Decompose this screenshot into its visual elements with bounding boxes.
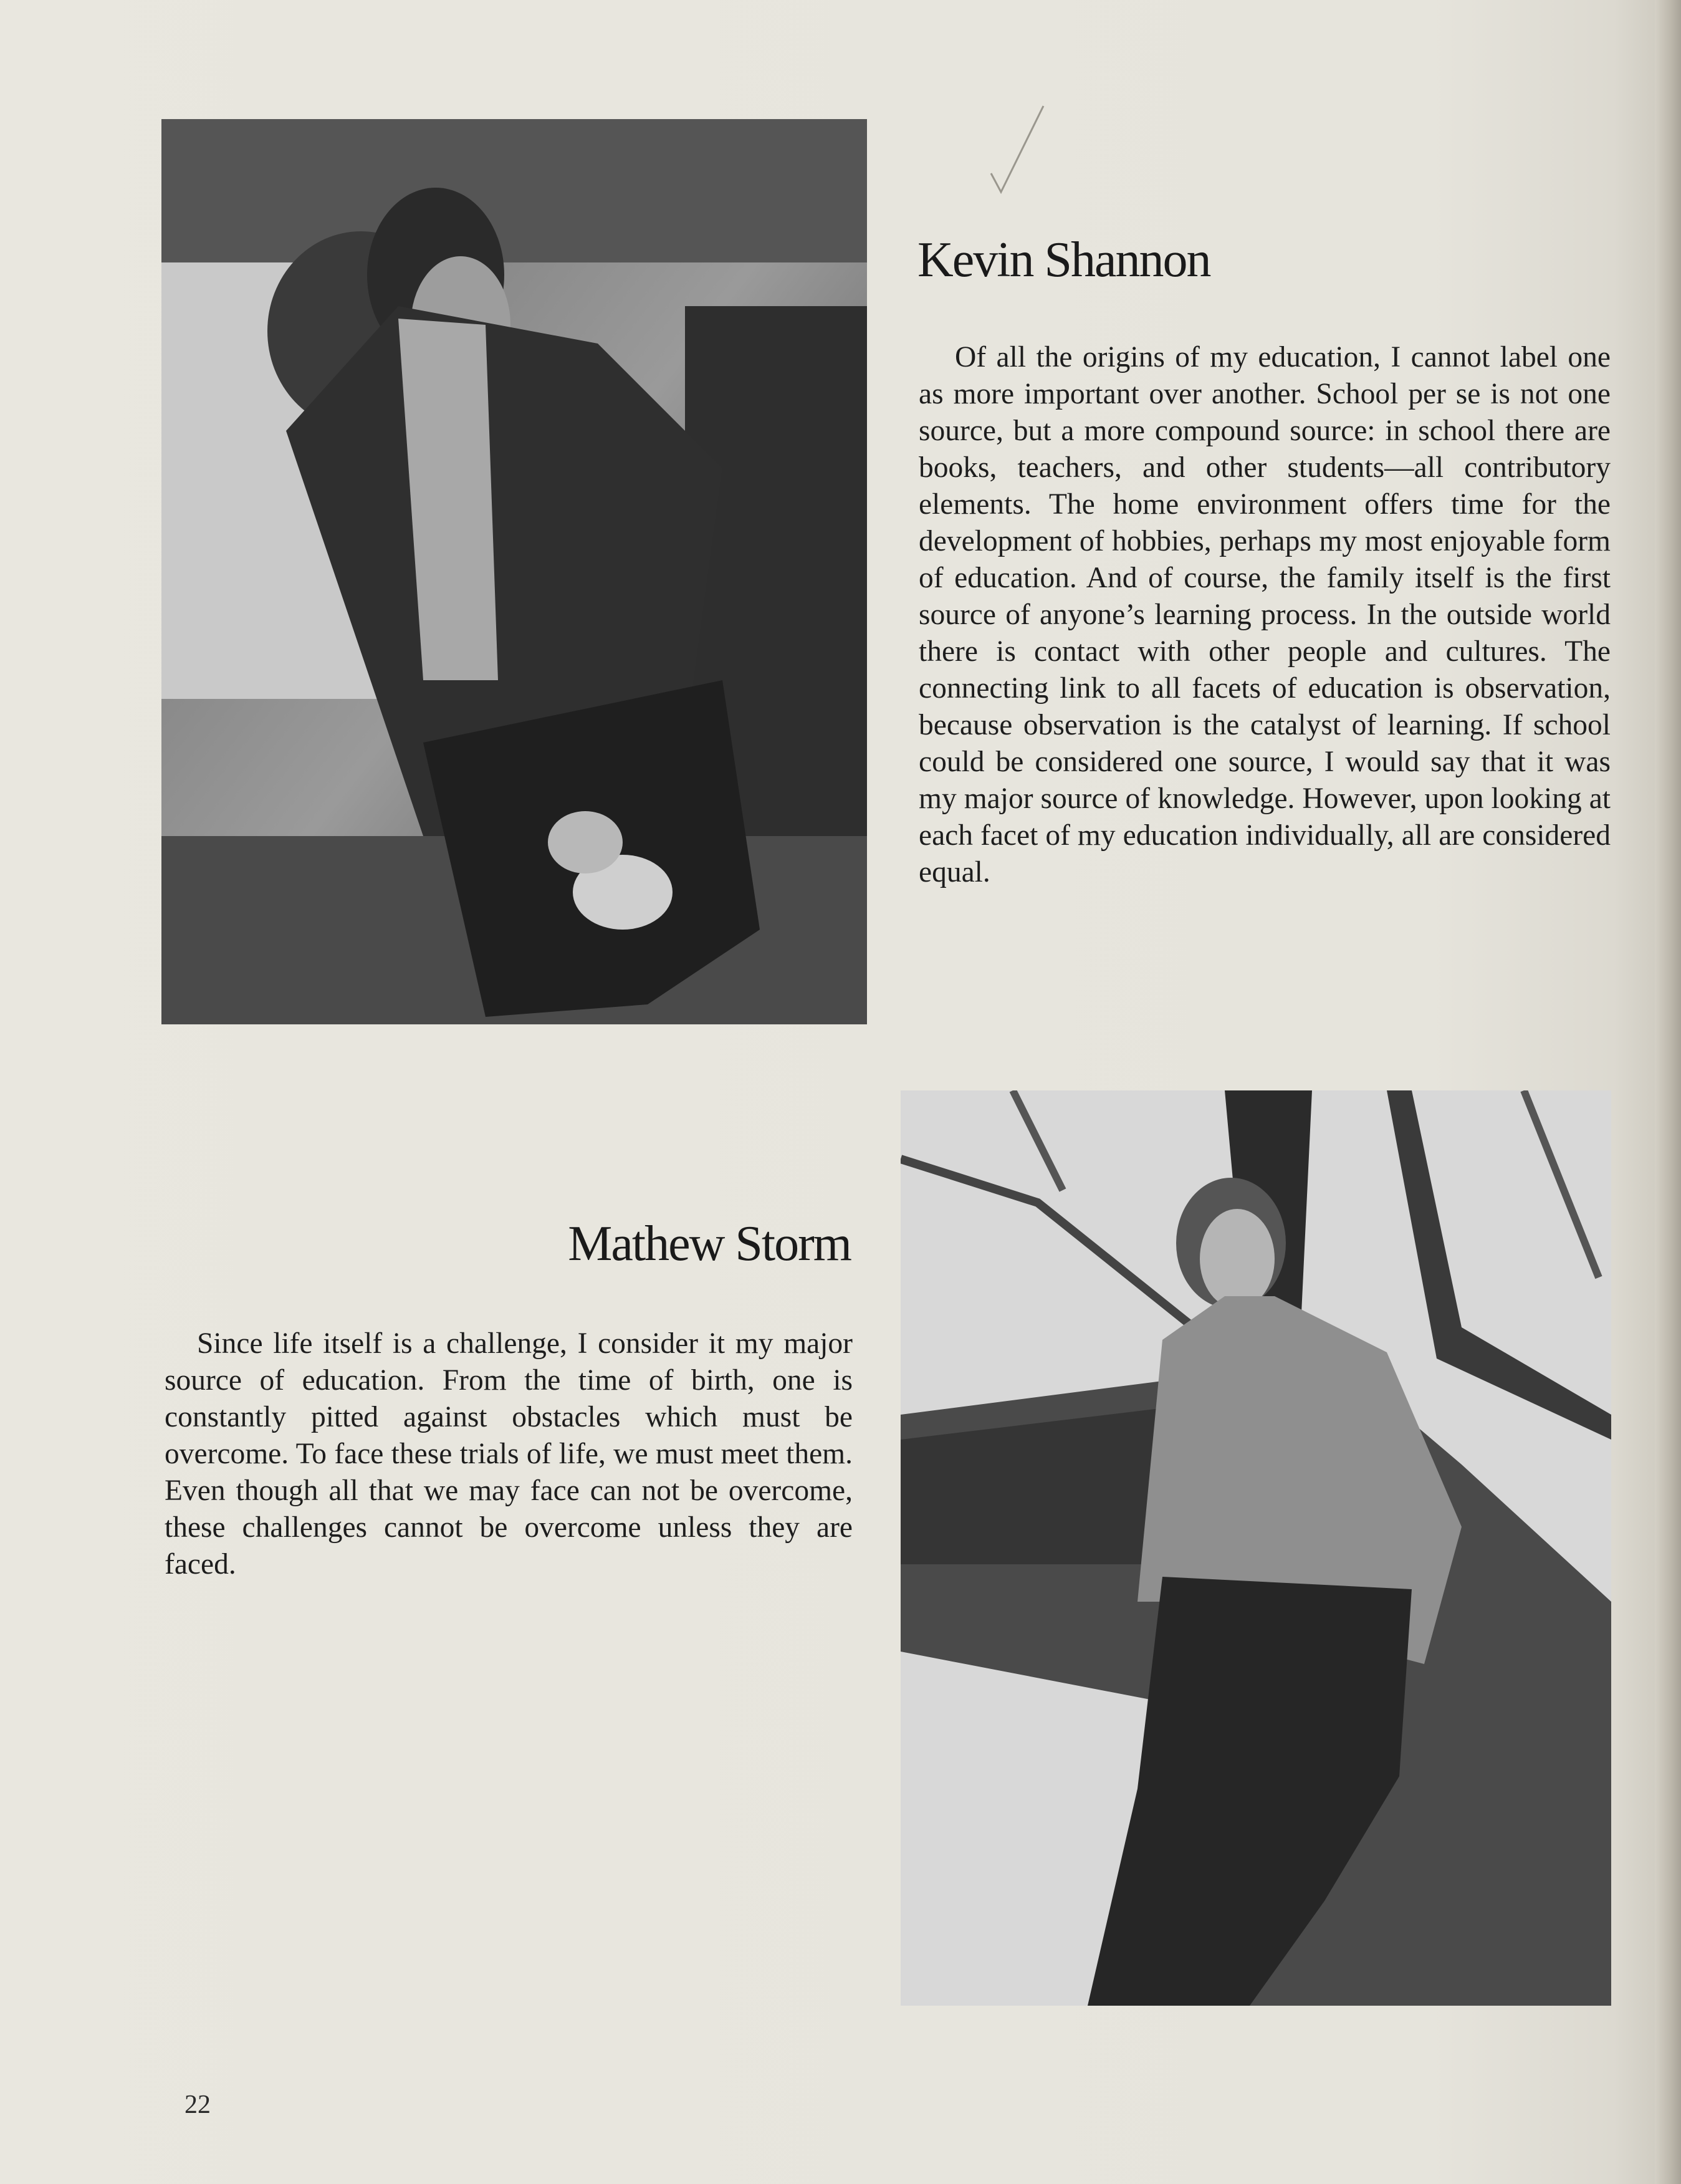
check-mark-icon [990,105,1046,198]
mathew-photo-image [901,1090,1611,2006]
book-gutter [1655,0,1681,2184]
page-number: 22 [184,2090,211,2119]
mathew-storm-name: Mathew Storm [568,1216,851,1271]
mathew-storm-photo [901,1090,1611,2006]
kevin-photo-image [161,119,867,1024]
kevin-shannon-photo [161,119,867,1024]
kevin-shannon-essay: Of all the origins of my education, I cannot label one as more important over another. School per se is not one source, but a more compound source: in school there are books, teachers, and other students—all contributory elements. The home environment offers time for the development of hobbies, perhaps my most enjoyable form of education. And of course, the family itself is the first source of anyone’s learning process. In the outside world there is contact with other people and cultures. The connecting link to all facets of education is observation, because observation is the catalyst of learning. If school could be considered one source, I would say that it was my major source of knowledge. However, upon looking at each facet of my education individually, all are considered equal. [919,341,1611,888]
mathew-storm-essay: Since life itself is a challenge, I consider it my major source of education. From the time of birth, one is constantly pitted against obstacles which must be overcome. To face these trials of life, we must meet them. Even though all that we may face can not be overcome, these challenges cannot be overcome unless they are faced. [165,1327,853,1580]
kevin-shannon-name: Kevin Shannon [917,233,1210,287]
